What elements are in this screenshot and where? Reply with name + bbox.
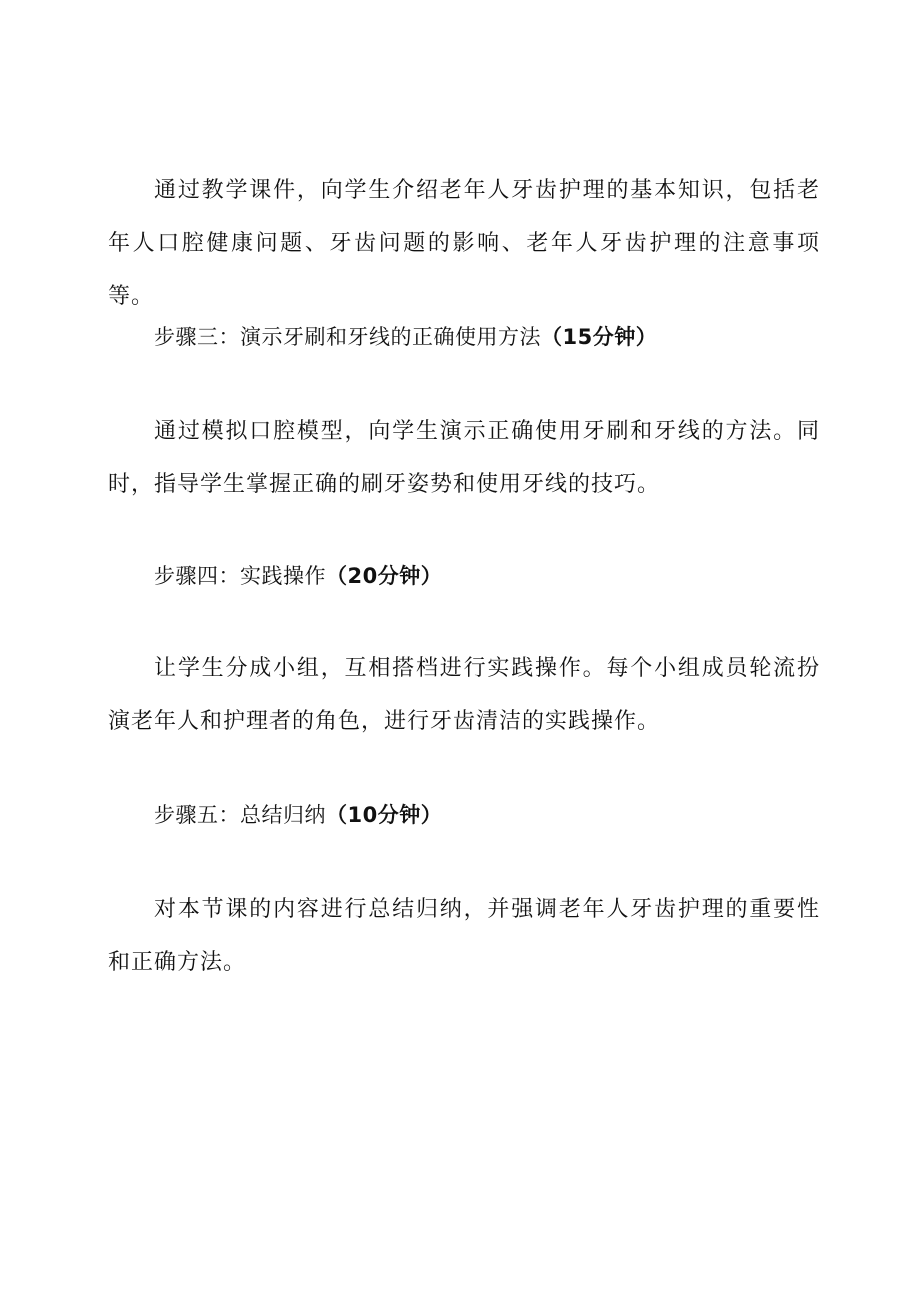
step-four-title: 步骤四：实践操作 — [154, 564, 326, 588]
step-three-title: 步骤三：演示牙刷和牙线的正确使用方法 — [154, 325, 541, 349]
paragraph-intro: 通过教学课件，向学生介绍老年人牙齿护理的基本知识，包括老年人口腔健康问题、牙齿问题的影响、老年人牙齿护理的注意事项等。 — [108, 178, 820, 309]
step-four-heading — [154, 561, 442, 591]
paragraph-demo: 通过模拟口腔模型，向学生演示正确使用牙刷和牙线的方法。同时，指导学生掌握正确的刷牙姿势和使用牙线的技巧。 — [108, 419, 820, 497]
step-three-duration: （15分钟） — [541, 325, 658, 349]
step-five-title: 步骤五：总结归纳 — [154, 803, 326, 827]
step-five-duration: （10分钟） — [326, 803, 443, 827]
step-four-duration: （20分钟） — [326, 564, 443, 588]
paragraph-practice: 让学生分成小组，互相搭档进行实践操作。每个小组成员轮流扮演老年人和护理者的角色，进行牙齿清洁的实践操作。 — [108, 656, 820, 734]
paragraph-summary: 对本节课的内容进行总结归纳，并强调老年人牙齿护理的重要性和正确方法。 — [108, 897, 820, 975]
step-three-heading — [154, 322, 657, 352]
step-five-heading — [154, 800, 442, 830]
